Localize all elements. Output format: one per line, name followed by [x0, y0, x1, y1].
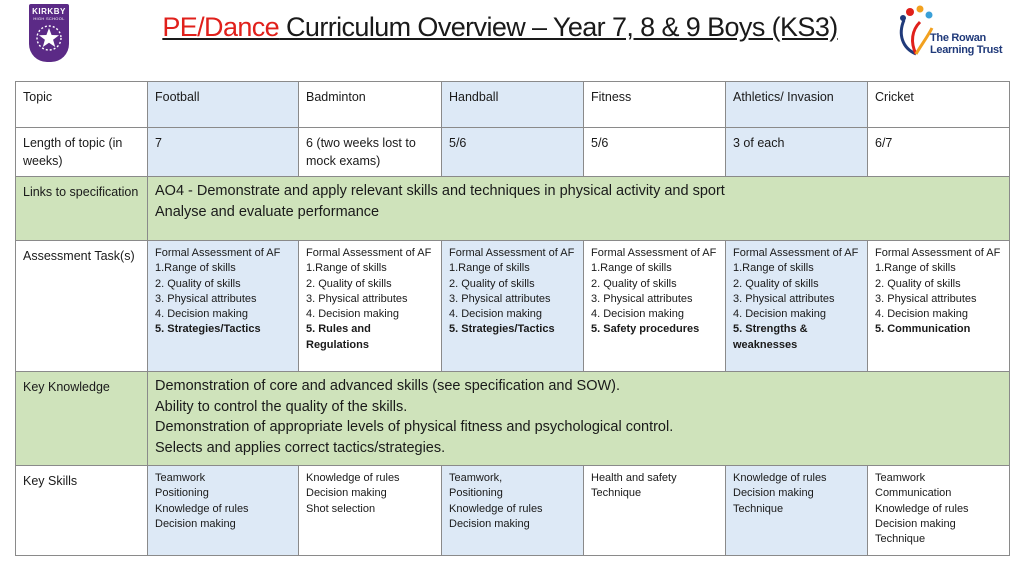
- assessment-cell: [299, 241, 442, 372]
- row-label-assessment: Assessment Task(s): [16, 241, 148, 372]
- assessment-cell: [442, 241, 584, 372]
- assessment-item: 1.Range of skills: [306, 262, 387, 275]
- assessment-item: 4. Decision making: [449, 308, 542, 321]
- assessment-final-item: 5. Communication: [875, 323, 971, 336]
- skill-item: Positioning: [449, 487, 503, 500]
- knowledge-row: [16, 372, 1010, 466]
- knowledge-line: Ability to control the quality of the skills.: [155, 398, 408, 415]
- assessment-item: 2. Quality of skills: [449, 277, 535, 290]
- skills-row: [16, 466, 1010, 556]
- skill-item: Teamwork: [155, 472, 206, 484]
- assessment-item: 2. Quality of skills: [306, 277, 392, 290]
- skill-item: Teamwork: [875, 472, 926, 484]
- topic-cell: Badminton: [299, 82, 442, 128]
- assessment-item: 3. Physical attributes: [733, 292, 835, 305]
- skill-item: Knowledge of rules: [306, 472, 400, 484]
- skill-item: Technique: [733, 502, 784, 515]
- assessment-cell: [148, 241, 299, 372]
- assessment-heading: Formal Assessment of AF: [591, 247, 717, 259]
- skill-item: Decision making: [155, 517, 236, 530]
- links-line: Analyse and evaluate performance: [155, 203, 380, 220]
- assessment-item: 4. Decision making: [155, 308, 248, 321]
- assessment-item: 1.Range of skills: [155, 262, 236, 275]
- assessment-heading: Formal Assessment of AF: [875, 247, 1001, 259]
- trust-name-line1: The Rowan: [930, 32, 986, 44]
- topic-cell: Handball: [442, 82, 584, 128]
- assessment-item: 4. Decision making: [733, 308, 826, 321]
- length-cell: 3 of each: [726, 128, 868, 177]
- title-rest: Curriculum Overview – Year 7, 8 & 9 Boys (KS3): [279, 12, 838, 42]
- length-cell: 7: [148, 128, 299, 177]
- skill-item: Positioning: [155, 487, 209, 500]
- assessment-final-item: 5. Strengths & weaknesses: [733, 323, 808, 351]
- assessment-item: 4. Decision making: [875, 308, 968, 321]
- assessment-item: 2. Quality of skills: [733, 277, 819, 290]
- assessment-item: 2. Quality of skills: [591, 277, 677, 290]
- length-cell: 5/6: [442, 128, 584, 177]
- assessment-cell: [726, 241, 868, 372]
- assessment-item: 3. Physical attributes: [591, 292, 693, 305]
- assessment-item: 3. Physical attributes: [875, 292, 977, 305]
- knowledge-line: Selects and applies correct tactics/strategies.: [155, 439, 446, 456]
- assessment-item: 3. Physical attributes: [155, 292, 257, 305]
- assessment-item: 4. Decision making: [306, 308, 399, 321]
- assessment-final-item: 5. Rules and Regulations: [306, 323, 371, 351]
- skill-item: Decision making: [306, 487, 387, 500]
- skill-item: Health and safety: [591, 472, 677, 484]
- topic-cell: Cricket: [868, 82, 1010, 128]
- assessment-item: 1.Range of skills: [591, 262, 672, 275]
- skill-item: Shot selection: [306, 502, 376, 515]
- assessment-final-item: 5. Strategies/Tactics: [155, 323, 261, 336]
- skills-cell: [148, 466, 299, 556]
- skill-item: Decision making: [733, 487, 814, 500]
- topic-cell: Fitness: [584, 82, 726, 128]
- skill-item: Technique: [875, 533, 926, 546]
- curriculum-table: [15, 81, 1010, 556]
- assessment-heading: Formal Assessment of AF: [155, 247, 281, 259]
- links-row: [16, 177, 1010, 241]
- links-cell: [148, 177, 1010, 241]
- row-label-links: Links to specification: [16, 177, 148, 241]
- page-title: [0, 12, 1000, 43]
- assessment-item: 3. Physical attributes: [306, 292, 408, 305]
- school-logo-name: KIRKBY: [32, 7, 66, 16]
- assessment-final-item: 5. Strategies/Tactics: [449, 323, 555, 336]
- row-label-length: Length of topic (in weeks): [16, 128, 148, 177]
- trust-logo: [896, 4, 1006, 60]
- knowledge-line: Demonstration of appropriate levels of physical fitness and psychological control.: [155, 419, 674, 435]
- row-label-knowledge: Key Knowledge: [16, 372, 148, 466]
- row-label-skills: Key Skills: [16, 466, 148, 556]
- skill-item: Knowledge of rules: [875, 502, 969, 515]
- assessment-item: 4. Decision making: [591, 308, 684, 321]
- title-accent: PE/Dance: [162, 12, 280, 42]
- knowledge-cell: [148, 372, 1010, 466]
- assessment-heading: Formal Assessment of AF: [306, 247, 432, 259]
- length-cell: 6 (two weeks lost to mock exams): [299, 128, 442, 177]
- knowledge-line: Demonstration of core and advanced skills (see specification and SOW).: [155, 378, 621, 394]
- skills-cell: [726, 466, 868, 556]
- assessment-final-item: 5. Safety procedures: [591, 323, 700, 336]
- length-cell: 6/7: [868, 128, 1010, 177]
- assessment-item: 1.Range of skills: [733, 262, 814, 275]
- skill-item: Decision making: [449, 517, 530, 530]
- assessment-cell: [868, 241, 1010, 372]
- skill-item: Decision making: [875, 517, 956, 530]
- skill-item: Technique: [591, 487, 642, 500]
- skill-item: Knowledge of rules: [733, 472, 827, 484]
- skill-item: Communication: [875, 487, 952, 500]
- assessment-cell: [584, 241, 726, 372]
- trust-name-line2: Learning Trust: [930, 44, 1003, 56]
- row-label-topic: Topic: [16, 82, 148, 128]
- assessment-item: 2. Quality of skills: [875, 277, 961, 290]
- topic-cell: Athletics/ Invasion: [726, 82, 868, 128]
- length-cell: 5/6: [584, 128, 726, 177]
- skills-cell: [584, 466, 726, 556]
- skill-item: Teamwork,: [449, 472, 503, 484]
- assessment-item: 3. Physical attributes: [449, 292, 551, 305]
- assessment-heading: Formal Assessment of AF: [449, 247, 575, 259]
- topic-cell: Football: [148, 82, 299, 128]
- skills-cell: [442, 466, 584, 556]
- assessment-row: [16, 241, 1010, 372]
- skills-cell: [868, 466, 1010, 556]
- skill-item: Knowledge of rules: [449, 502, 543, 515]
- school-logo-sub: HIGH SCHOOL: [33, 16, 65, 21]
- topic-row: [16, 82, 1010, 128]
- assessment-item: 1.Range of skills: [449, 262, 530, 275]
- skills-cell: [299, 466, 442, 556]
- length-row: [16, 128, 1010, 177]
- assessment-heading: Formal Assessment of AF: [733, 247, 859, 259]
- links-line: AO4 - Demonstrate and apply relevant skills and techniques in physical activity and sport: [155, 183, 725, 199]
- header: [0, 0, 1024, 70]
- skill-item: Knowledge of rules: [155, 502, 249, 515]
- assessment-item: 1.Range of skills: [875, 262, 956, 275]
- assessment-item: 2. Quality of skills: [155, 277, 241, 290]
